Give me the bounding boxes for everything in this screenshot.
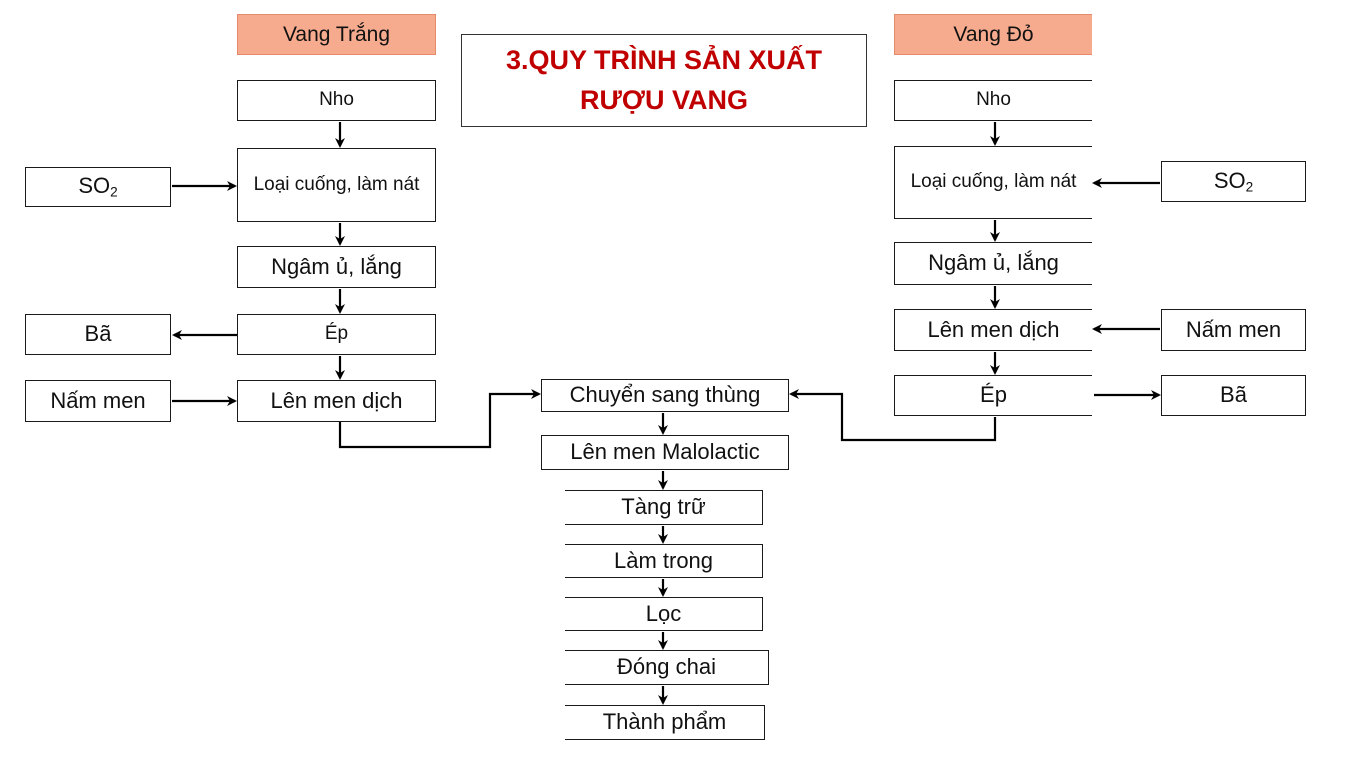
common-step-filter: Lọc — [565, 597, 763, 631]
red-step-press: Ép — [894, 375, 1092, 416]
white-step-destem-crush: Loại cuống, làm nát — [237, 148, 436, 222]
red-step-destem-crush: Loại cuống, làm nát — [894, 146, 1092, 219]
common-step-storage: Tàng trữ — [565, 490, 763, 525]
title-line-1: 3.QUY TRÌNH SẢN XUẤT — [505, 45, 823, 76]
common-step-malolactic: Lên men Malolactic — [541, 435, 789, 470]
white-output-pomace: Bã — [25, 314, 171, 355]
so2-formula: $SO_2$ — [78, 173, 118, 200]
white-step-grapes: Nho — [237, 80, 436, 121]
red-wine-header: Vang Đỏ — [894, 14, 1092, 55]
white-step-macerate-settle: Ngâm ủ, lắng — [237, 246, 436, 288]
white-step-ferment-must: Lên men dịch — [237, 380, 436, 422]
white-wine-header: Vang Trắng — [237, 14, 436, 55]
red-step-ferment-must: Lên men dịch — [894, 309, 1092, 351]
arrow-red-to-common — [791, 394, 995, 440]
red-output-pomace: Bã — [1161, 375, 1306, 416]
white-input-yeast: Nấm men — [25, 380, 171, 422]
red-step-macerate-settle: Ngâm ủ, lắng — [894, 242, 1092, 285]
common-step-transfer-barrel: Chuyển sang thùng — [541, 379, 789, 412]
white-step-press: Ép — [237, 314, 436, 355]
red-input-yeast: Nấm men — [1161, 309, 1306, 351]
so2-formula: $SO_2$ — [1213, 167, 1254, 195]
common-step-bottling: Đóng chai — [565, 650, 769, 685]
common-step-finished-product: Thành phẩm — [565, 705, 765, 740]
red-step-grapes: Nho — [894, 80, 1092, 121]
title-line-2: RƯỢU VANG — [580, 84, 748, 115]
arrow-white-to-common — [340, 394, 539, 447]
common-step-clarify: Làm trong — [565, 544, 763, 578]
